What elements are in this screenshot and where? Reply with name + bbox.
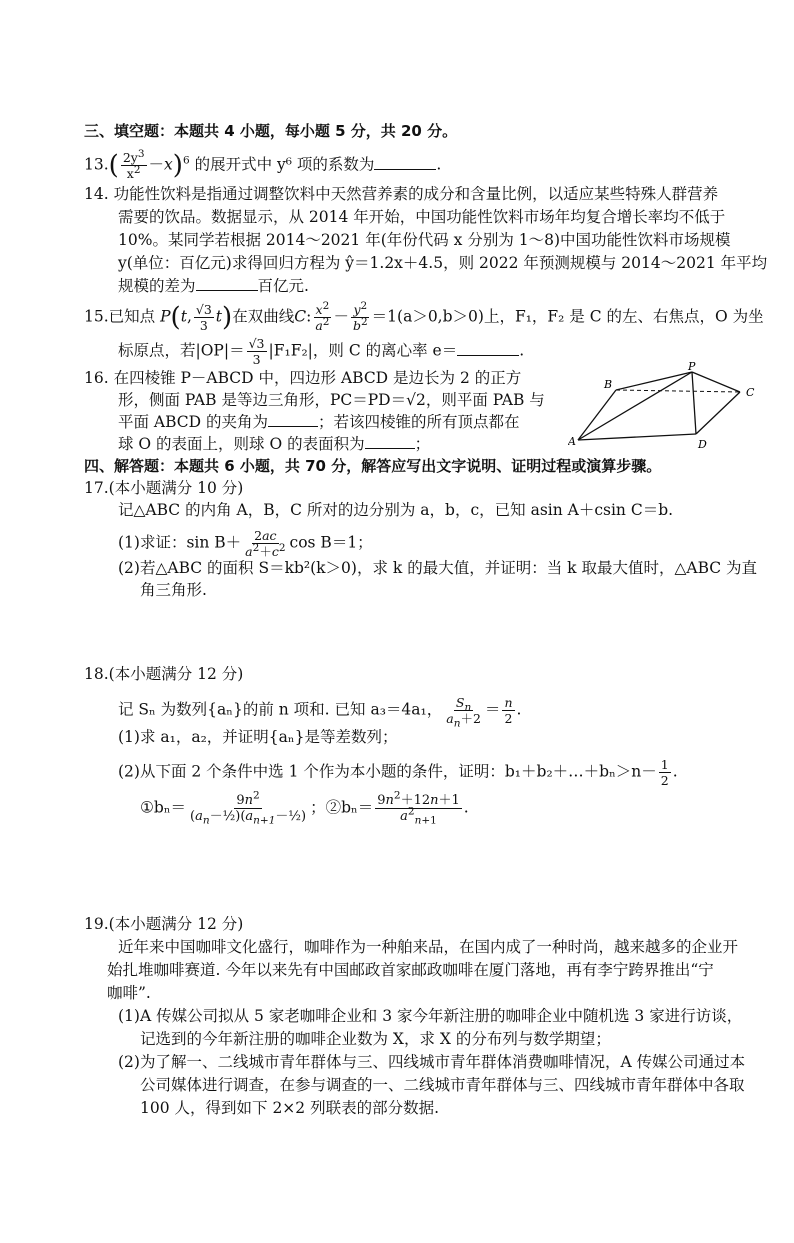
fig-label-b: B [604, 378, 613, 391]
q19-line-7: 公司媒体进行调查，在参与调查的一、二线城市青年群体与三、四线城市青年群体中各取 [140, 1076, 745, 1094]
q16-line-3: 平面 ABCD 的夹角为 ；若该四棱锥的所有顶点都在 [118, 413, 520, 431]
q19-line-4: (1)A 传媒公司拟从 5 家老咖啡企业和 3 家今年新注册的咖啡企业中随机选 3 家进行访谈， [118, 1007, 743, 1025]
q14-line-3: 10%。某同学若根据 2014～2021 年(年份代码 x 分别为 1～8)中国功能性饮料市场规模 [118, 231, 731, 249]
q18-part-2: (2)从下面 2 个条件中选 1 个作为本小题的条件，证明：b₁＋b₂＋…＋bₙ＞n－ $\frac{1}{2}$ . [118, 757, 678, 788]
q19-line-2: 始扎堆咖啡赛道. 今年以来先有中国邮政首家邮政咖啡在厦门落地，再有李宁跨界推出“宁 [107, 961, 714, 979]
question-13: 13.( $\frac{2y^3}{x^2}$ －x)$^6$ 的展开式中 y⁶ 项的系数为 . [84, 147, 442, 181]
q17-stem: 记△ABC 的内角 A，B，C 所对的边分别为 a，b，c，已知 asin A＋csin C＝b. [118, 501, 674, 519]
q13-answer-blank [374, 155, 436, 170]
q13-text: 的展开式中 y⁶ 项的系数为 [194, 155, 375, 174]
fig-label-c: C [746, 386, 755, 399]
q19-line-5: 记选到的今年新注册的咖啡企业数为 X，求 X 的分布列与数学期望； [140, 1030, 611, 1048]
q16-line-1: 16. 在四棱锥 P－ABCD 中，四边形 ABCD 是边长为 2 的正方 [84, 369, 522, 387]
fig-label-p: P [688, 362, 696, 373]
q18-part-1: (1)求 a₁，a₂，并证明{aₙ}是等差数列； [118, 728, 398, 746]
q19-line-1: 近年来中国咖啡文化盛行，咖啡作为一种舶来品，在国内成了一种时尚，越来越多的企业开 [118, 938, 739, 956]
q16-line-2: 形，侧面 PAB 是等边三角形，PC＝PD＝√2，则平面 PAB 与 [118, 391, 545, 409]
q18-stem: 记 Sₙ 为数列{aₙ}的前 n 项和. 已知 a₃＝4a₁， $\frac{S_n}{a_n+2}$ ＝ $\frac{n}{2}$ . [118, 695, 522, 730]
fig-label-a: A [568, 435, 576, 448]
q14-line-4: y(单位：百亿元)求得回归方程为 ŷ＝1.2x＋4.5，则 2022 年预测规模与 2014～2021 年平均 [118, 254, 768, 272]
q14-answer-blank [196, 276, 258, 291]
q17-part-1: (1)求证：sin B＋ $\frac{2ac}{a^2+c^2}$ cos B＝1； [118, 528, 373, 559]
q16-answer-blank-1 [268, 412, 318, 427]
q16-answer-blank-2 [365, 434, 415, 449]
q13-number: 13. [84, 155, 109, 174]
q17-part-2-line-1: (2)若△ABC 的面积 S＝kb²(k＞0)，求 k 的最大值，并证明：当 k 取最大值时，△ABC 为直 [118, 559, 758, 577]
q19-title: 19.(本小题满分 12 分) [84, 915, 244, 933]
section-4-heading: 四、解答题：本题共 6 小题，共 70 分，解答应写出文字说明、证明过程或演算步骤。 [84, 457, 662, 475]
pyramid-figure [568, 362, 768, 452]
fig-label-d: D [698, 438, 707, 451]
q14-line-5: 规模的差为 百亿元. [118, 277, 309, 295]
q15-line-1: 15.已知点 P(t, $\frac{√3}{3}$ t)在双曲线C: $\frac{x^2}{a^2}$ － $\frac{y^2}{b^2}$ ＝1(a＞0,b＞0)上，F₁，F₂ 是 C 的左、右焦点，O 为坐 [84, 299, 764, 333]
q15-line-2: 标原点，若|OP|＝ $\frac{√3}{3}$ |F₁F₂|，则 C 的离心率 e＝ . [118, 336, 525, 367]
q19-line-3: 咖啡”. [107, 984, 151, 1002]
q19-line-6: (2)为了解一、二线城市青年群体与三、四线城市青年群体消费咖啡情况，A 传媒公司通过本 [118, 1053, 746, 1071]
section-3-heading: 三、填空题：本题共 4 小题，每小题 5 分，共 20 分。 [84, 122, 458, 140]
q14-line-1: 14. 功能性饮料是指通过调整饮料中天然营养素的成分和含量比例，以适应某些特殊人群营养 [84, 185, 719, 203]
q17-title: 17.(本小题满分 10 分) [84, 479, 244, 497]
q16-line-4: 球 O 的表面上，则球 O 的表面积为 ； [118, 435, 431, 453]
q17-part-2-line-2: 角三角形. [140, 581, 207, 599]
q18-conditions: ①bₙ＝ $\frac{9n^2}{(a_n-\frac{1}{2})(a_{n+1}-\frac{1}{2})}$ ；②bₙ＝ $\frac{9n^2+12n+1}{a^2_{n+1}}$ . [140, 789, 469, 827]
q18-title: 18.(本小题满分 12 分) [84, 665, 244, 683]
q19-line-8: 100 人，得到如下 2×2 列联表的部分数据. [140, 1099, 440, 1117]
q15-answer-blank [457, 341, 519, 356]
q14-line-2: 需要的饮品。数据显示，从 2014 年开始，中国功能性饮料市场年均复合增长率均不低于 [118, 208, 726, 226]
